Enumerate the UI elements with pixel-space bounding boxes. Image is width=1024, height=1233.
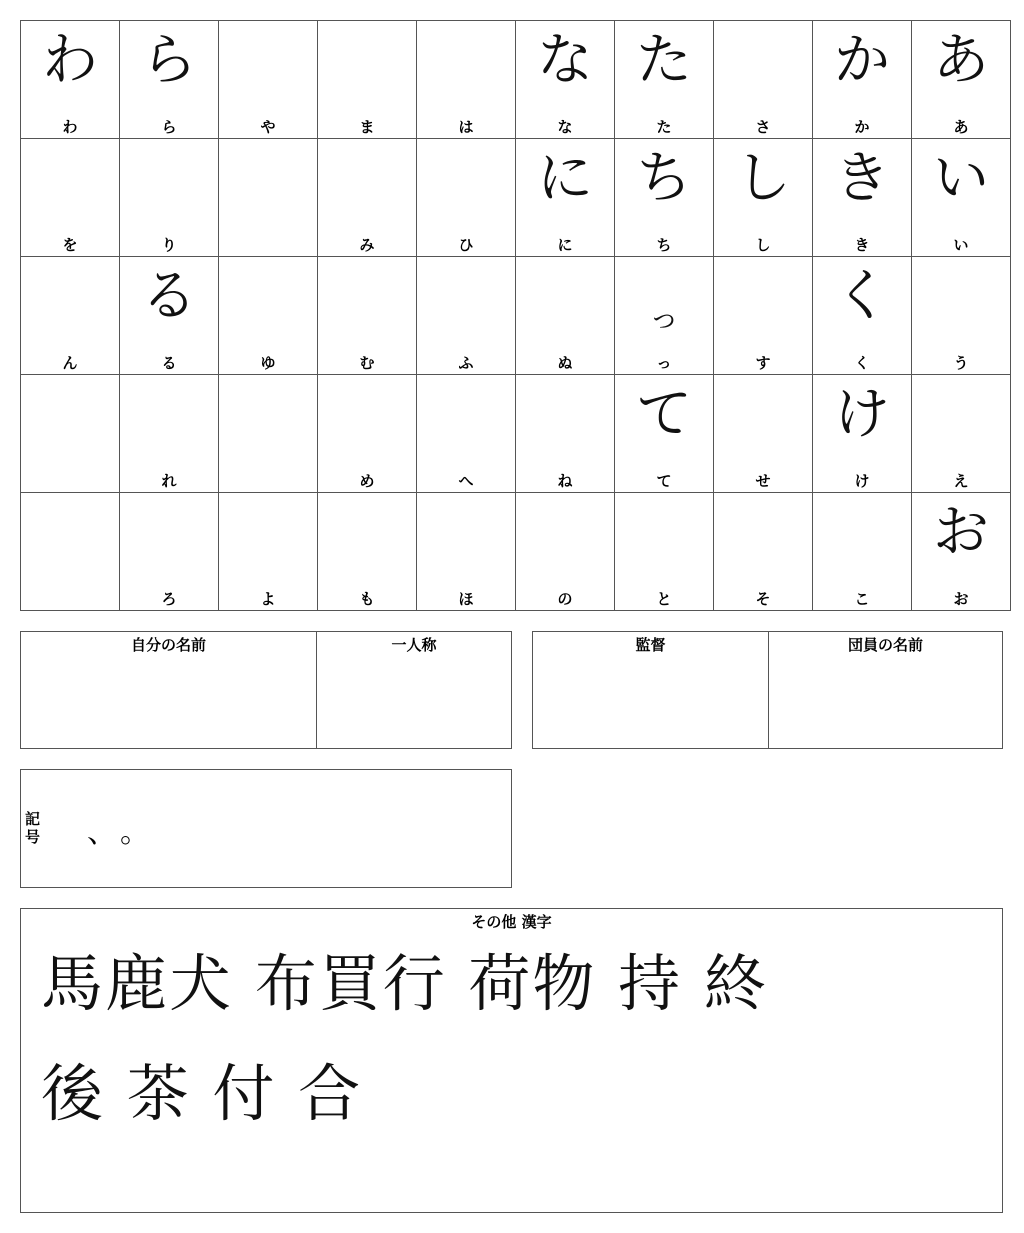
kana-cell[interactable] <box>615 139 714 257</box>
kana-label: り <box>161 236 177 254</box>
handwritten-kana: け <box>834 382 890 447</box>
kana-label: と <box>656 590 672 608</box>
kana-label: う <box>953 354 969 372</box>
kana-label: れ <box>161 472 177 490</box>
symbols-box[interactable] <box>20 769 512 888</box>
handwritten-kana: に <box>537 146 593 211</box>
handwritten-kana: ち <box>636 146 692 211</box>
kana-label: ん <box>62 354 78 372</box>
kana-cell[interactable] <box>516 375 615 493</box>
kana-cell[interactable] <box>516 257 615 375</box>
kana-label: も <box>359 590 375 608</box>
kana-label: ゆ <box>260 354 276 372</box>
kana-cell[interactable] <box>120 493 219 611</box>
kana-label: き <box>854 236 870 254</box>
first-person-label: 一人称 <box>391 636 437 654</box>
handwritten-kana: わ <box>42 28 98 93</box>
handwritten-kana: て <box>636 382 692 447</box>
handwritten-kana: た <box>636 28 692 93</box>
symbols-handwritten: 、。 <box>87 815 168 850</box>
kana-cell[interactable] <box>21 21 120 139</box>
kana-cell[interactable] <box>120 21 219 139</box>
kana-label: し <box>755 236 771 254</box>
other-kanji-label: その他 漢字 <box>471 913 552 931</box>
kana-cell[interactable] <box>912 375 1011 493</box>
kana-cell[interactable] <box>813 257 912 375</box>
first-person-cell[interactable] <box>317 632 511 748</box>
kana-label: め <box>359 472 375 490</box>
kana-cell[interactable] <box>318 21 417 139</box>
kana-label: ひ <box>458 236 474 254</box>
kana-cell[interactable] <box>912 139 1011 257</box>
kana-label: さ <box>755 118 771 136</box>
self-info-box <box>20 631 512 749</box>
kana-label: の <box>557 590 573 608</box>
kana-cell[interactable] <box>912 21 1011 139</box>
kanji-handwritten-line-1: 馬鹿犬 布買行 荷物 持 終 <box>41 947 768 1020</box>
kana-label: み <box>359 236 375 254</box>
member-name-cell[interactable] <box>769 632 1002 748</box>
kana-cell[interactable] <box>219 375 318 493</box>
kana-cell[interactable] <box>516 21 615 139</box>
kana-cell[interactable] <box>219 493 318 611</box>
kana-cell[interactable] <box>417 21 516 139</box>
kana-label: わ <box>62 118 78 136</box>
kana-cell[interactable] <box>813 493 912 611</box>
kana-cell[interactable] <box>120 139 219 257</box>
self-name-cell[interactable] <box>21 632 317 748</box>
kana-label: ふ <box>458 354 474 372</box>
handwritten-kana: か <box>834 28 890 93</box>
handwritten-kana: る <box>141 264 197 329</box>
kana-cell[interactable] <box>813 21 912 139</box>
kana-cell[interactable] <box>417 257 516 375</box>
kana-cell[interactable] <box>813 375 912 493</box>
kana-cell[interactable] <box>714 375 813 493</box>
director-cell[interactable] <box>533 632 769 748</box>
kana-label: ろ <box>161 590 177 608</box>
kana-label: ち <box>656 236 672 254</box>
kana-label: お <box>953 590 969 608</box>
kana-label: ほ <box>458 590 474 608</box>
kana-cell[interactable] <box>21 375 120 493</box>
kana-label: に <box>557 236 573 254</box>
kana-row <box>21 493 1011 611</box>
kanji-handwritten-line-2: 後 茶 付 合 <box>41 1057 363 1130</box>
handwritten-kana: な <box>537 28 593 93</box>
kana-label: な <box>557 118 573 136</box>
kana-cell[interactable] <box>219 21 318 139</box>
kana-label: え <box>953 472 969 490</box>
kana-cell[interactable] <box>318 139 417 257</box>
handwritten-kana: く <box>834 264 890 329</box>
kana-label: ら <box>161 118 177 136</box>
kana-label: ね <box>557 472 573 490</box>
other-kanji-box[interactable] <box>20 908 1003 1213</box>
kana-cell[interactable] <box>417 139 516 257</box>
kana-label: こ <box>854 590 870 608</box>
kana-row <box>21 139 1011 257</box>
kana-cell[interactable] <box>912 493 1011 611</box>
handwritten-kana: っ <box>649 301 679 336</box>
kana-label: そ <box>755 590 771 608</box>
kana-label: た <box>656 118 672 136</box>
kana-cell[interactable] <box>21 257 120 375</box>
self-name-label: 自分の名前 <box>130 636 206 654</box>
kana-cell[interactable] <box>120 257 219 375</box>
kana-label: ま <box>359 118 375 136</box>
handwritten-kana: お <box>933 500 989 565</box>
kana-cell[interactable] <box>318 257 417 375</box>
kana-cell[interactable] <box>318 375 417 493</box>
kana-grid <box>20 20 1011 611</box>
kana-label: い <box>953 236 969 254</box>
kana-label: っ <box>656 354 672 372</box>
kana-cell[interactable] <box>615 21 714 139</box>
director-label: 監督 <box>635 636 666 654</box>
kana-cell[interactable] <box>615 375 714 493</box>
kana-row <box>21 257 1011 375</box>
kana-label: か <box>854 118 870 136</box>
handwritten-kana: ら <box>141 28 197 93</box>
kana-label: よ <box>260 590 276 608</box>
kana-cell[interactable] <box>516 139 615 257</box>
kana-cell[interactable] <box>714 139 813 257</box>
kana-cell[interactable] <box>417 375 516 493</box>
kana-label: や <box>260 118 276 136</box>
kana-cell[interactable] <box>21 139 120 257</box>
handwritten-kana: い <box>933 146 989 211</box>
kana-cell[interactable] <box>219 139 318 257</box>
kana-cell[interactable] <box>21 493 120 611</box>
kana-cell[interactable] <box>615 257 714 375</box>
kana-cell[interactable] <box>813 139 912 257</box>
kana-cell[interactable] <box>912 257 1011 375</box>
handwritten-kana: し <box>735 146 791 211</box>
staff-info-box <box>532 631 1003 749</box>
kana-cell[interactable] <box>714 257 813 375</box>
kana-label: く <box>854 354 870 372</box>
kana-cell[interactable] <box>714 493 813 611</box>
kana-label: す <box>755 354 771 372</box>
symbols-label: 記号 <box>25 810 41 846</box>
kana-label: け <box>854 472 870 490</box>
kana-cell[interactable] <box>417 493 516 611</box>
kana-label: ぬ <box>557 354 573 372</box>
kana-label: は <box>458 118 474 136</box>
kana-cell[interactable] <box>219 257 318 375</box>
kana-row <box>21 375 1011 493</box>
handwritten-kana: き <box>834 146 890 211</box>
kana-label: る <box>161 354 177 372</box>
kana-row <box>21 21 1011 139</box>
kana-cell[interactable] <box>516 493 615 611</box>
kana-label: あ <box>953 118 969 136</box>
member-name-label: 団員の名前 <box>847 636 923 654</box>
kana-label: へ <box>458 472 474 490</box>
kana-label: を <box>62 236 78 254</box>
kana-label: て <box>656 472 672 490</box>
kana-cell[interactable] <box>714 21 813 139</box>
kana-label: せ <box>755 472 771 490</box>
handwritten-kana: あ <box>933 28 989 93</box>
kana-cell[interactable] <box>318 493 417 611</box>
kana-label: む <box>359 354 375 372</box>
kana-cell[interactable] <box>615 493 714 611</box>
kana-cell[interactable] <box>120 375 219 493</box>
